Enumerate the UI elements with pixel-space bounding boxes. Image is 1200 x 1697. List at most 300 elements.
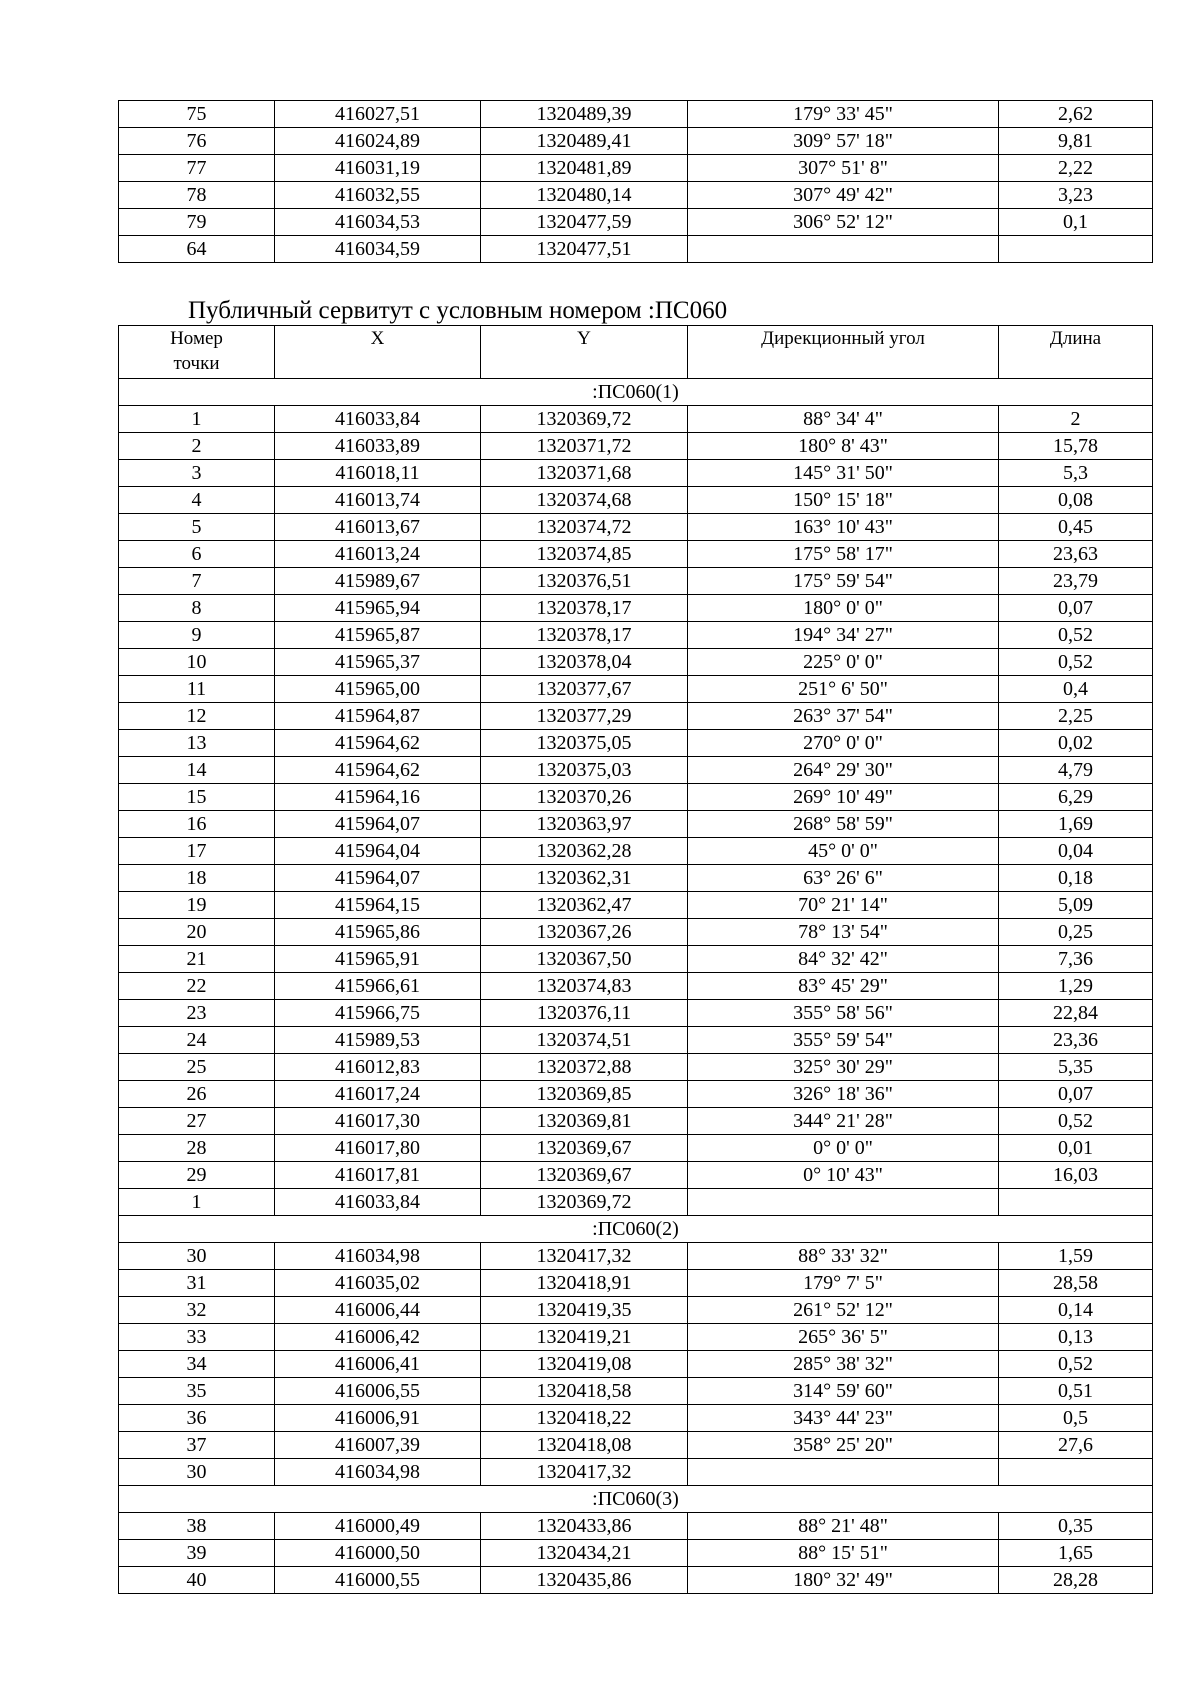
cell-y: 1320372,88 xyxy=(481,1054,688,1081)
cell-angle: 306° 52' 12" xyxy=(688,209,999,236)
cell-length: 0,07 xyxy=(999,595,1153,622)
cell-angle: 63° 26' 6" xyxy=(688,865,999,892)
table-row xyxy=(119,865,1153,892)
table-row xyxy=(119,838,1153,865)
table-row xyxy=(119,919,1153,946)
cell-point-number: 29 xyxy=(119,1162,275,1189)
cell-angle: 70° 21' 14" xyxy=(688,892,999,919)
cell-x: 416024,89 xyxy=(275,128,481,155)
cell-point-number: 1 xyxy=(119,406,275,433)
table-row xyxy=(119,1459,1153,1486)
cell-x: 416035,02 xyxy=(275,1270,481,1297)
cell-y: 1320374,85 xyxy=(481,541,688,568)
cell-x: 415964,15 xyxy=(275,892,481,919)
cell-length: 0,14 xyxy=(999,1297,1153,1324)
cell-point-number: 37 xyxy=(119,1432,275,1459)
cell-point-number: 22 xyxy=(119,973,275,1000)
table-row xyxy=(119,1540,1153,1567)
table-row xyxy=(119,487,1153,514)
cell-x: 416006,91 xyxy=(275,1405,481,1432)
table-row xyxy=(119,1189,1153,1216)
cell-angle: 163° 10' 43" xyxy=(688,514,999,541)
cell-length: 7,36 xyxy=(999,946,1153,973)
cell-length: 5,35 xyxy=(999,1054,1153,1081)
cell-point-number: 10 xyxy=(119,649,275,676)
table-row xyxy=(119,514,1153,541)
cell-angle: 78° 13' 54" xyxy=(688,919,999,946)
cell-y: 1320378,17 xyxy=(481,622,688,649)
cell-point-number: 64 xyxy=(119,236,275,263)
cell-y: 1320374,51 xyxy=(481,1027,688,1054)
cell-length: 16,03 xyxy=(999,1162,1153,1189)
cell-length: 0,1 xyxy=(999,209,1153,236)
cell-y: 1320378,04 xyxy=(481,649,688,676)
cell-x: 416017,80 xyxy=(275,1135,481,1162)
cell-angle: 344° 21' 28" xyxy=(688,1108,999,1135)
cell-point-number: 17 xyxy=(119,838,275,865)
header-length: Длина xyxy=(999,326,1153,379)
cell-length: 0,51 xyxy=(999,1378,1153,1405)
cell-point-number: 8 xyxy=(119,595,275,622)
cell-angle: 314° 59' 60" xyxy=(688,1378,999,1405)
cell-y: 1320481,89 xyxy=(481,155,688,182)
cell-angle: 145° 31' 50" xyxy=(688,460,999,487)
cell-x: 415964,87 xyxy=(275,703,481,730)
cell-angle: 264° 29' 30" xyxy=(688,757,999,784)
cell-point-number: 28 xyxy=(119,1135,275,1162)
cell-angle: 180° 0' 0" xyxy=(688,595,999,622)
table-row xyxy=(119,676,1153,703)
table-row xyxy=(119,1162,1153,1189)
cell-angle: 307° 51' 8" xyxy=(688,155,999,182)
header-angle: Дирекционный угол xyxy=(688,326,999,379)
cell-y: 1320374,68 xyxy=(481,487,688,514)
cell-y: 1320369,67 xyxy=(481,1162,688,1189)
cell-length xyxy=(999,1459,1153,1486)
cell-length: 22,84 xyxy=(999,1000,1153,1027)
cell-x: 415965,87 xyxy=(275,622,481,649)
table-row xyxy=(119,1135,1153,1162)
cell-point-number: 19 xyxy=(119,892,275,919)
cell-y: 1320489,39 xyxy=(481,101,688,128)
cell-length: 6,29 xyxy=(999,784,1153,811)
cell-x: 416006,55 xyxy=(275,1378,481,1405)
cell-y: 1320369,85 xyxy=(481,1081,688,1108)
cell-length: 0,13 xyxy=(999,1324,1153,1351)
cell-y: 1320435,86 xyxy=(481,1567,688,1594)
cell-angle: 358° 25' 20" xyxy=(688,1432,999,1459)
cell-y: 1320369,72 xyxy=(481,406,688,433)
table-row xyxy=(119,973,1153,1000)
cell-length: 0,52 xyxy=(999,649,1153,676)
cell-y: 1320376,11 xyxy=(481,1000,688,1027)
cell-angle: 45° 0' 0" xyxy=(688,838,999,865)
cell-length: 1,29 xyxy=(999,973,1153,1000)
cell-length: 4,79 xyxy=(999,757,1153,784)
cell-point-number: 24 xyxy=(119,1027,275,1054)
cell-x: 416006,44 xyxy=(275,1297,481,1324)
cell-point-number: 77 xyxy=(119,155,275,182)
cell-length: 23,36 xyxy=(999,1027,1153,1054)
cell-y: 1320489,41 xyxy=(481,128,688,155)
table-row xyxy=(119,1000,1153,1027)
cell-x: 416032,55 xyxy=(275,182,481,209)
cell-angle: 84° 32' 42" xyxy=(688,946,999,973)
cell-point-number: 1 xyxy=(119,1189,275,1216)
cell-y: 1320477,51 xyxy=(481,236,688,263)
cell-length: 0,35 xyxy=(999,1513,1153,1540)
cell-angle: 307° 49' 42" xyxy=(688,182,999,209)
cell-x: 416000,50 xyxy=(275,1540,481,1567)
cell-point-number: 75 xyxy=(119,101,275,128)
cell-x: 415964,62 xyxy=(275,730,481,757)
cell-y: 1320418,58 xyxy=(481,1378,688,1405)
cell-x: 415964,16 xyxy=(275,784,481,811)
cell-point-number: 31 xyxy=(119,1270,275,1297)
cell-length: 2,25 xyxy=(999,703,1153,730)
cell-point-number: 5 xyxy=(119,514,275,541)
cell-y: 1320378,17 xyxy=(481,595,688,622)
table-row xyxy=(119,649,1153,676)
cell-y: 1320369,72 xyxy=(481,1189,688,1216)
cell-length: 0,4 xyxy=(999,676,1153,703)
cell-angle xyxy=(688,1459,999,1486)
cell-angle xyxy=(688,1189,999,1216)
cell-y: 1320417,32 xyxy=(481,1243,688,1270)
cell-y: 1320376,51 xyxy=(481,568,688,595)
cell-point-number: 79 xyxy=(119,209,275,236)
cell-angle: 0° 10' 43" xyxy=(688,1162,999,1189)
cell-y: 1320362,28 xyxy=(481,838,688,865)
cell-x: 416017,81 xyxy=(275,1162,481,1189)
cell-length: 0,52 xyxy=(999,622,1153,649)
cell-point-number: 7 xyxy=(119,568,275,595)
table-row xyxy=(119,1405,1153,1432)
cell-angle: 179° 7' 5" xyxy=(688,1270,999,1297)
table-row xyxy=(119,703,1153,730)
cell-length: 0,02 xyxy=(999,730,1153,757)
cell-x: 416013,74 xyxy=(275,487,481,514)
cell-point-number: 12 xyxy=(119,703,275,730)
cell-point-number: 6 xyxy=(119,541,275,568)
cell-x: 416033,84 xyxy=(275,406,481,433)
table-row xyxy=(119,946,1153,973)
group-label: :ПС060(3) xyxy=(119,1486,1153,1513)
header-point-number: Номер точки xyxy=(119,326,275,379)
cell-x: 416006,41 xyxy=(275,1351,481,1378)
cell-angle: 265° 36' 5" xyxy=(688,1324,999,1351)
cell-point-number: 11 xyxy=(119,676,275,703)
cell-angle xyxy=(688,236,999,263)
cell-point-number: 9 xyxy=(119,622,275,649)
cell-length: 2 xyxy=(999,406,1153,433)
cell-angle: 88° 33' 32" xyxy=(688,1243,999,1270)
cell-x: 416034,98 xyxy=(275,1243,481,1270)
cell-point-number: 35 xyxy=(119,1378,275,1405)
cell-length: 0,5 xyxy=(999,1405,1153,1432)
cell-x: 416033,89 xyxy=(275,433,481,460)
cell-length: 0,01 xyxy=(999,1135,1153,1162)
cell-x: 416034,53 xyxy=(275,209,481,236)
cell-length: 2,62 xyxy=(999,101,1153,128)
cell-point-number: 14 xyxy=(119,757,275,784)
table-row xyxy=(119,1567,1153,1594)
cell-x: 416000,49 xyxy=(275,1513,481,1540)
cell-x: 415965,86 xyxy=(275,919,481,946)
cell-x: 415964,07 xyxy=(275,865,481,892)
cell-x: 415966,61 xyxy=(275,973,481,1000)
cell-point-number: 40 xyxy=(119,1567,275,1594)
cell-y: 1320363,97 xyxy=(481,811,688,838)
cell-y: 1320374,83 xyxy=(481,973,688,1000)
cell-x: 416013,67 xyxy=(275,514,481,541)
cell-x: 415964,07 xyxy=(275,811,481,838)
cell-y: 1320362,47 xyxy=(481,892,688,919)
cell-angle: 309° 57' 18" xyxy=(688,128,999,155)
cell-y: 1320434,21 xyxy=(481,1540,688,1567)
table-row xyxy=(119,541,1153,568)
cell-y: 1320370,26 xyxy=(481,784,688,811)
group-header-row xyxy=(119,1216,1153,1243)
cell-length: 0,52 xyxy=(999,1108,1153,1135)
cell-x: 416033,84 xyxy=(275,1189,481,1216)
coordinates-table xyxy=(118,325,1153,1594)
cell-point-number: 33 xyxy=(119,1324,275,1351)
cell-y: 1320480,14 xyxy=(481,182,688,209)
cell-y: 1320418,22 xyxy=(481,1405,688,1432)
cell-y: 1320419,35 xyxy=(481,1297,688,1324)
cell-point-number: 39 xyxy=(119,1540,275,1567)
cell-length: 28,28 xyxy=(999,1567,1153,1594)
table-row xyxy=(119,128,1153,155)
cell-angle: 179° 33' 45" xyxy=(688,101,999,128)
cell-length: 0,18 xyxy=(999,865,1153,892)
cell-angle: 343° 44' 23" xyxy=(688,1405,999,1432)
cell-y: 1320433,86 xyxy=(481,1513,688,1540)
cell-x: 415989,53 xyxy=(275,1027,481,1054)
cell-x: 415965,00 xyxy=(275,676,481,703)
table-row xyxy=(119,155,1153,182)
table-row xyxy=(119,1378,1153,1405)
cell-x: 416031,19 xyxy=(275,155,481,182)
cell-point-number: 25 xyxy=(119,1054,275,1081)
table-row xyxy=(119,1081,1153,1108)
cell-angle: 268° 58' 59" xyxy=(688,811,999,838)
cell-point-number: 16 xyxy=(119,811,275,838)
cell-length: 0,04 xyxy=(999,838,1153,865)
cell-y: 1320377,29 xyxy=(481,703,688,730)
cell-x: 416034,59 xyxy=(275,236,481,263)
table-row xyxy=(119,1054,1153,1081)
cell-y: 1320375,03 xyxy=(481,757,688,784)
cell-length: 0,25 xyxy=(999,919,1153,946)
cell-angle: 180° 8' 43" xyxy=(688,433,999,460)
cell-point-number: 26 xyxy=(119,1081,275,1108)
cell-length: 27,6 xyxy=(999,1432,1153,1459)
cell-point-number: 38 xyxy=(119,1513,275,1540)
table-row xyxy=(119,730,1153,757)
cell-x: 416034,98 xyxy=(275,1459,481,1486)
cell-length: 23,63 xyxy=(999,541,1153,568)
table-row xyxy=(119,892,1153,919)
cell-x: 416013,24 xyxy=(275,541,481,568)
cell-y: 1320362,31 xyxy=(481,865,688,892)
cell-point-number: 32 xyxy=(119,1297,275,1324)
cell-point-number: 76 xyxy=(119,128,275,155)
group-label: :ПС060(2) xyxy=(119,1216,1153,1243)
cell-x: 415964,04 xyxy=(275,838,481,865)
cell-angle: 285° 38' 32" xyxy=(688,1351,999,1378)
cell-x: 415964,62 xyxy=(275,757,481,784)
cell-y: 1320477,59 xyxy=(481,209,688,236)
cell-point-number: 27 xyxy=(119,1108,275,1135)
cell-point-number: 13 xyxy=(119,730,275,757)
table-row xyxy=(119,811,1153,838)
cell-point-number: 23 xyxy=(119,1000,275,1027)
cell-length xyxy=(999,1189,1153,1216)
cell-angle: 150° 15' 18" xyxy=(688,487,999,514)
table-row xyxy=(119,595,1153,622)
group-header-row xyxy=(119,379,1153,406)
group-header-row xyxy=(119,1486,1153,1513)
cell-y: 1320374,72 xyxy=(481,514,688,541)
cell-x: 416027,51 xyxy=(275,101,481,128)
table-row xyxy=(119,1108,1153,1135)
table-row xyxy=(119,236,1153,263)
cell-point-number: 78 xyxy=(119,182,275,209)
cell-point-number: 15 xyxy=(119,784,275,811)
table-row xyxy=(119,568,1153,595)
cell-point-number: 2 xyxy=(119,433,275,460)
cell-length xyxy=(999,236,1153,263)
cell-angle: 88° 34' 4" xyxy=(688,406,999,433)
cell-x: 415966,75 xyxy=(275,1000,481,1027)
cell-angle: 88° 15' 51" xyxy=(688,1540,999,1567)
cell-x: 415965,91 xyxy=(275,946,481,973)
cell-angle: 270° 0' 0" xyxy=(688,730,999,757)
cell-angle: 225° 0' 0" xyxy=(688,649,999,676)
table-row xyxy=(119,460,1153,487)
cell-length: 1,69 xyxy=(999,811,1153,838)
cell-length: 0,45 xyxy=(999,514,1153,541)
cell-y: 1320367,50 xyxy=(481,946,688,973)
cell-length: 28,58 xyxy=(999,1270,1153,1297)
table-row xyxy=(119,784,1153,811)
cell-y: 1320371,68 xyxy=(481,460,688,487)
cell-angle: 88° 21' 48" xyxy=(688,1513,999,1540)
cell-angle: 355° 58' 56" xyxy=(688,1000,999,1027)
cell-length: 15,78 xyxy=(999,433,1153,460)
table-row xyxy=(119,1243,1153,1270)
table-row xyxy=(119,1270,1153,1297)
cell-point-number: 20 xyxy=(119,919,275,946)
cell-x: 415965,37 xyxy=(275,649,481,676)
cell-point-number: 30 xyxy=(119,1243,275,1270)
cell-length: 1,65 xyxy=(999,1540,1153,1567)
table-row xyxy=(119,1351,1153,1378)
table-row xyxy=(119,757,1153,784)
cell-angle: 0° 0' 0" xyxy=(688,1135,999,1162)
table-row xyxy=(119,433,1153,460)
cell-angle: 175° 59' 54" xyxy=(688,568,999,595)
cell-angle: 83° 45' 29" xyxy=(688,973,999,1000)
section-title: Публичный сервитут с условным номером :ПС060 xyxy=(188,297,728,324)
cell-point-number: 36 xyxy=(119,1405,275,1432)
cell-x: 416000,55 xyxy=(275,1567,481,1594)
cell-y: 1320418,08 xyxy=(481,1432,688,1459)
table-row xyxy=(119,1297,1153,1324)
cell-length: 2,22 xyxy=(999,155,1153,182)
cell-angle: 325° 30' 29" xyxy=(688,1054,999,1081)
cell-x: 416007,39 xyxy=(275,1432,481,1459)
table-row xyxy=(119,182,1153,209)
table-row xyxy=(119,209,1153,236)
cell-y: 1320377,67 xyxy=(481,676,688,703)
cell-x: 416018,11 xyxy=(275,460,481,487)
cell-length: 9,81 xyxy=(999,128,1153,155)
header-x: X xyxy=(275,326,481,379)
cell-length: 23,79 xyxy=(999,568,1153,595)
cell-angle: 261° 52' 12" xyxy=(688,1297,999,1324)
cell-angle: 355° 59' 54" xyxy=(688,1027,999,1054)
cell-y: 1320419,08 xyxy=(481,1351,688,1378)
cell-y: 1320375,05 xyxy=(481,730,688,757)
table-row xyxy=(119,1432,1153,1459)
coordinates-table-continued xyxy=(118,100,1153,263)
cell-angle: 180° 32' 49" xyxy=(688,1567,999,1594)
cell-x: 416012,83 xyxy=(275,1054,481,1081)
cell-angle: 326° 18' 36" xyxy=(688,1081,999,1108)
header-y: Y xyxy=(481,326,688,379)
cell-point-number: 4 xyxy=(119,487,275,514)
cell-point-number: 34 xyxy=(119,1351,275,1378)
cell-y: 1320418,91 xyxy=(481,1270,688,1297)
cell-point-number: 30 xyxy=(119,1459,275,1486)
cell-y: 1320417,32 xyxy=(481,1459,688,1486)
cell-y: 1320369,67 xyxy=(481,1135,688,1162)
table-row xyxy=(119,101,1153,128)
group-label: :ПС060(1) xyxy=(119,379,1153,406)
table-row xyxy=(119,1027,1153,1054)
cell-x: 416017,30 xyxy=(275,1108,481,1135)
cell-point-number: 18 xyxy=(119,865,275,892)
table-header-row xyxy=(119,326,1153,379)
cell-point-number: 3 xyxy=(119,460,275,487)
cell-y: 1320419,21 xyxy=(481,1324,688,1351)
cell-y: 1320369,81 xyxy=(481,1108,688,1135)
cell-y: 1320367,26 xyxy=(481,919,688,946)
cell-length: 1,59 xyxy=(999,1243,1153,1270)
cell-angle: 251° 6' 50" xyxy=(688,676,999,703)
cell-x: 415965,94 xyxy=(275,595,481,622)
cell-point-number: 21 xyxy=(119,946,275,973)
table-row xyxy=(119,406,1153,433)
cell-length: 3,23 xyxy=(999,182,1153,209)
cell-x: 416017,24 xyxy=(275,1081,481,1108)
table-row xyxy=(119,1324,1153,1351)
table-row xyxy=(119,1513,1153,1540)
cell-length: 5,09 xyxy=(999,892,1153,919)
cell-angle: 194° 34' 27" xyxy=(688,622,999,649)
cell-length: 0,52 xyxy=(999,1351,1153,1378)
cell-angle: 269° 10' 49" xyxy=(688,784,999,811)
cell-angle: 175° 58' 17" xyxy=(688,541,999,568)
cell-x: 416006,42 xyxy=(275,1324,481,1351)
cell-length: 0,08 xyxy=(999,487,1153,514)
cell-y: 1320371,72 xyxy=(481,433,688,460)
cell-length: 0,07 xyxy=(999,1081,1153,1108)
cell-angle: 263° 37' 54" xyxy=(688,703,999,730)
